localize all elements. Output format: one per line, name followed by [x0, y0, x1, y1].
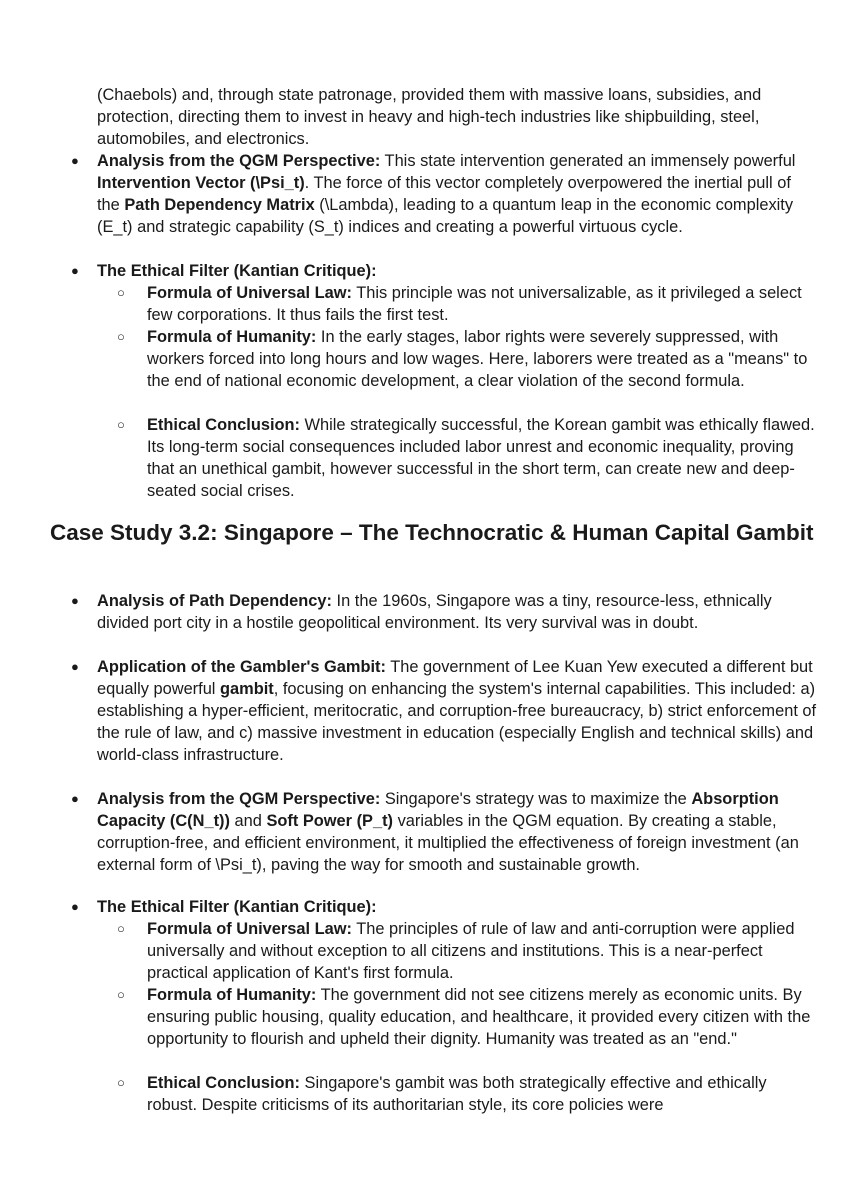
- list-item-singapore-path: Analysis of Path Dependency: In the 1960s, Singapore was a tiny, resource-less, ethnically divided port city in a hostile geopolitical environment. Its very survival was in doubt.: [97, 592, 772, 632]
- list-item-korea-ethics: The Ethical Filter (Kantian Critique):: [97, 262, 377, 280]
- list-item-singapore-qgm: Analysis from the QGM Perspective: Singapore's strategy was to maximize the Absorption Capacity (C(N_t)) and Soft Power (P_t) variables in the QGM equation. By creating a stable, corruption-free, and efficient environment, it multiplied the effectiveness of foreign investment (an external form of \Psi_t), paving the way for smooth and sustainable growth.: [97, 790, 799, 874]
- sub-bullet-icon: ○: [117, 329, 125, 344]
- paragraph-continuation: (Chaebols) and, through state patronage, provided them with massive loans, subsidies, and protection, directing them to invest in heavy and high-tech industries like shipbuilding, steel, automobiles, and electronics.: [97, 86, 762, 148]
- sub-bullet-icon: ○: [117, 285, 125, 300]
- sub-item-singapore-universal-law: Formula of Universal Law: The principles of rule of law and anti-corruption were applied universally and without exception to all citizens and institutions. This is a near-perfect practical application of Kant's first formula.: [147, 920, 795, 982]
- bullet-icon: ●: [71, 899, 79, 914]
- sub-bullet-icon: ○: [117, 987, 125, 1002]
- bullet-icon: ●: [71, 153, 79, 168]
- sub-item-korea-conclusion: Ethical Conclusion: While strategically successful, the Korean gambit was ethically flawed. Its long-term social consequences included labor unrest and economic inequality, proving that an unethical gambit, however successful in the short term, can create new and deep-seated social crises.: [147, 416, 815, 500]
- bullet-icon: ●: [71, 791, 79, 806]
- bullet-icon: ●: [71, 593, 79, 608]
- sub-bullet-icon: ○: [117, 417, 125, 432]
- sub-item-korea-humanity: Formula of Humanity: In the early stages, labor rights were severely suppressed, with workers forced into long hours and low wages. Here, laborers were treated as a "means" to the end of national economic development, a clear violation of the second formula.: [147, 328, 808, 390]
- sub-bullet-icon: ○: [117, 921, 125, 936]
- sub-item-singapore-conclusion: Ethical Conclusion: Singapore's gambit was both strategically effective and ethically robust. Despite criticisms of its authoritarian style, its core policies were: [147, 1074, 767, 1114]
- list-item-singapore-gambit: Application of the Gambler's Gambit: The government of Lee Kuan Yew executed a different but equally powerful gambit, focusing on enhancing the system's internal capabilities. This included: a) establishing a hyper-efficient, meritocratic, and corruption-free bureaucracy, b) strict enforcement of the rule of law, and c) massive investment in education (especially English and technical skills) and world-class infrastructure.: [97, 658, 817, 764]
- sub-item-singapore-humanity: Formula of Humanity: The government did not see citizens merely as economic units. By ensuring public housing, quality education, and healthcare, it provided every citizen with the opportunity to flourish and upheld their dignity. Humanity was treated as an "end.": [147, 986, 811, 1048]
- sub-item-korea-universal-law: Formula of Universal Law: This principle was not universalizable, as it privileged a select few corporations. It thus fails the first test.: [147, 284, 802, 324]
- sub-bullet-icon: ○: [117, 1075, 125, 1090]
- list-item-korea-qgm: Analysis from the QGM Perspective: This state intervention generated an immensely powerful Intervention Vector (\Psi_t). The force of this vector completely overpowered the inertial pull of the Path Dependency Matrix (\Lambda), leading to a quantum leap in the economic complexity (E_t) and strategic capability (S_t) indices and creating a powerful virtuous cycle.: [97, 152, 796, 236]
- list-item-singapore-ethics: The Ethical Filter (Kantian Critique):: [97, 898, 377, 916]
- bullet-icon: ●: [71, 659, 79, 674]
- section-heading: Case Study 3.2: Singapore – The Technocratic & Human Capital Gambit: [50, 520, 814, 545]
- bullet-icon: ●: [71, 263, 79, 278]
